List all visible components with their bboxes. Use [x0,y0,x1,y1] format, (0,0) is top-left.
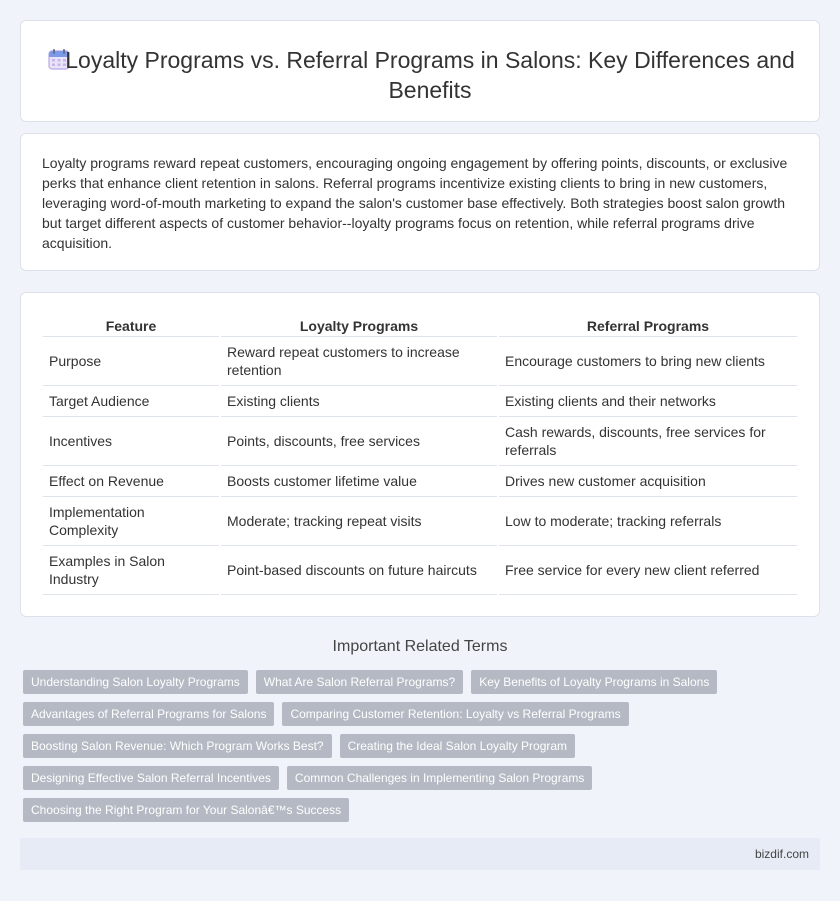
table-cell-loyalty: Moderate; tracking repeat visits [221,497,497,546]
page-title: Loyalty Programs vs. Referral Programs in Salons: Key Differences and Benefits [65,47,795,103]
table-cell-referral: Low to moderate; tracking referrals [499,497,797,546]
related-term-link[interactable]: Boosting Salon Revenue: Which Program Works Best? [23,734,332,758]
related-term-link[interactable]: Understanding Salon Loyalty Programs [23,670,248,694]
table-cell-referral: Drives new customer acquisition [499,466,797,497]
related-terms-list [23,670,723,822]
table-cell-feature: Effect on Revenue [43,466,219,497]
table-cell-referral: Encourage customers to bring new clients [499,337,797,386]
table-header-feature: Feature [43,315,219,337]
table-row [43,466,797,497]
related-term-link[interactable]: Creating the Ideal Salon Loyalty Program [340,734,575,758]
table-header-loyalty: Loyalty Programs [221,315,497,337]
table-header-row [43,315,797,337]
table-row [43,386,797,417]
related-term-link[interactable]: Common Challenges in Implementing Salon Programs [287,766,592,790]
table-cell-feature: Purpose [43,337,219,386]
table-row [43,497,797,546]
footer-site-name: bizdif.com [754,847,809,861]
comparison-table-card [20,292,820,617]
table-row [43,546,797,595]
comparison-table [41,315,799,595]
table-header-referral: Referral Programs [499,315,797,337]
related-term-link[interactable]: Choosing the Right Program for Your Salonâ€™s Success [23,798,349,822]
table-row [43,417,797,466]
intro-card [20,133,820,271]
table-cell-feature: Examples in Salon Industry [43,546,219,595]
table-cell-feature: Incentives [43,417,219,466]
table-row [43,337,797,386]
related-term-link[interactable]: Key Benefits of Loyalty Programs in Salons [471,670,717,694]
table-cell-feature: Implementation Complexity [43,497,219,546]
related-term-link[interactable]: What Are Salon Referral Programs? [256,670,463,694]
header-card [20,20,820,122]
table-cell-referral: Free service for every new client referred [499,546,797,595]
table-cell-referral: Existing clients and their networks [499,386,797,417]
table-cell-referral: Cash rewards, discounts, free services for referrals [499,417,797,466]
table-cell-loyalty: Reward repeat customers to increase retention [221,337,497,386]
table-cell-loyalty: Existing clients [221,386,497,417]
related-term-link[interactable]: Comparing Customer Retention: Loyalty vs Referral Programs [282,702,628,726]
footer [20,838,820,870]
table-cell-loyalty: Points, discounts, free services [221,417,497,466]
related-term-link[interactable]: Designing Effective Salon Referral Incentives [23,766,279,790]
table-cell-loyalty: Boosts customer lifetime value [221,466,497,497]
table-cell-feature: Target Audience [43,386,219,417]
intro-paragraph: Loyalty programs reward repeat customers, encouraging ongoing engagement by offering points, discounts, or exclusive perks that enhance client retention in salons. Referral programs incentivize existing clients to bring in new customers, leveraging word-of-mouth marketing to expand the salon's customer base effectively. Both strategies boost salon growth but target different aspects of customer behavior--loyalty programs focus on retention, while referral programs drive acquisition. [42,155,788,251]
related-term-link[interactable]: Advantages of Referral Programs for Salons [23,702,274,726]
table-cell-loyalty: Point-based discounts on future haircuts [221,546,497,595]
related-terms-title: Important Related Terms [332,638,508,655]
